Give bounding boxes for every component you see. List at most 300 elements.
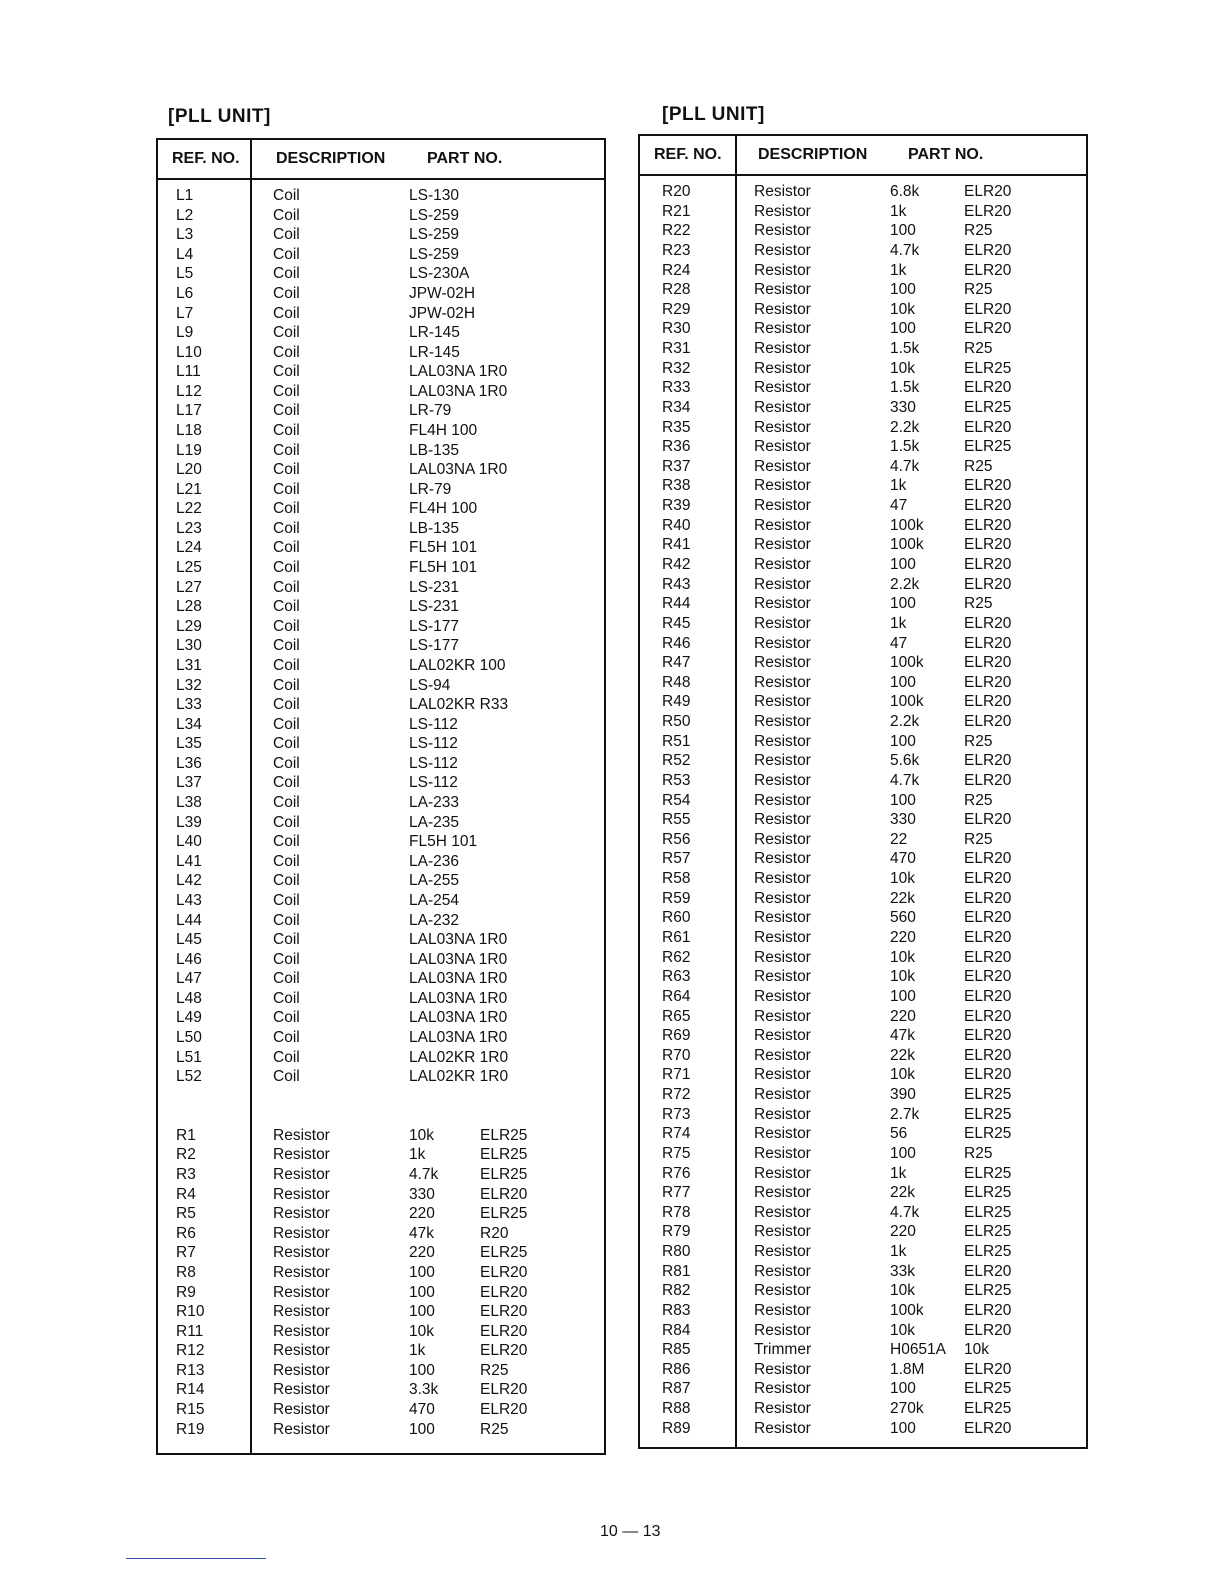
cell-description: Resistor xyxy=(754,1419,811,1437)
cell-part-code: ELR20 xyxy=(964,870,1012,887)
table-row xyxy=(640,1243,1086,1263)
cell-ref-no: R89 xyxy=(662,1419,691,1437)
cell-ref-no: L46 xyxy=(176,950,202,968)
table-row xyxy=(640,1086,1086,1106)
cell-description: Resistor xyxy=(754,752,811,770)
cell-part-no: 10k xyxy=(890,1066,915,1084)
cell-part-no: LAL03NA 1R0 xyxy=(409,970,508,988)
cell-ref-no: L6 xyxy=(176,284,194,302)
cell-description: Resistor xyxy=(754,398,811,416)
cell-part-no: 22k xyxy=(890,1184,915,1202)
table-row xyxy=(158,1146,604,1166)
cell-ref-no: R59 xyxy=(662,889,691,907)
cell-ref-no: L4 xyxy=(176,245,194,263)
cell-part-code: ELR20 xyxy=(964,379,1012,397)
table-row xyxy=(158,970,604,990)
cell-ref-no: R75 xyxy=(662,1144,691,1162)
table-row xyxy=(640,831,1086,851)
cell-part-code: R25 xyxy=(964,340,993,357)
cell-ref-no: L2 xyxy=(176,206,194,224)
cell-part-code: R25 xyxy=(964,830,993,848)
cell-description: Coil xyxy=(273,696,300,714)
cell-description: Coil xyxy=(273,715,300,733)
table-row xyxy=(640,733,1086,753)
cell-description: Coil xyxy=(273,598,300,616)
cell-description: Resistor xyxy=(754,634,811,652)
table-row xyxy=(158,990,604,1010)
cell-ref-no: R46 xyxy=(662,634,691,652)
cell-description: Resistor xyxy=(754,968,811,986)
table-row xyxy=(158,872,604,892)
cell-ref-no: R19 xyxy=(176,1420,205,1438)
cell-part-no: 100 xyxy=(890,320,916,338)
cell-description: Resistor xyxy=(273,1126,330,1144)
cell-ref-no: R31 xyxy=(662,340,691,357)
cell-part-no: 470 xyxy=(409,1401,435,1418)
table-row xyxy=(158,696,604,716)
cell-ref-no: R52 xyxy=(662,752,691,770)
table-row xyxy=(640,536,1086,556)
cell-ref-no: R34 xyxy=(662,398,691,416)
cell-part-no: 10k xyxy=(890,1282,915,1300)
cell-ref-no: L45 xyxy=(176,931,202,948)
cell-part-no: 220 xyxy=(409,1205,435,1223)
cell-ref-no: R47 xyxy=(662,654,691,672)
cell-part-code: ELR20 xyxy=(480,1283,528,1301)
cell-part-no: LAL02KR R33 xyxy=(409,696,509,714)
table-row xyxy=(640,183,1086,203)
cell-ref-no: R38 xyxy=(662,477,691,495)
cell-ref-no: L43 xyxy=(176,891,202,909)
cell-part-code: ELR20 xyxy=(964,300,1012,318)
cell-ref-no: L39 xyxy=(176,813,202,831)
cell-description: Resistor xyxy=(754,1282,811,1300)
cell-part-no: LAL03NA 1R0 xyxy=(409,950,508,968)
cell-description: Resistor xyxy=(754,1007,811,1025)
table-row xyxy=(158,1401,604,1421)
cell-part-no: 220 xyxy=(890,928,916,946)
cell-description: Resistor xyxy=(754,222,811,240)
table-row xyxy=(640,988,1086,1008)
cell-part-code: R25 xyxy=(964,791,993,809)
cell-part-no: 1.5k xyxy=(890,340,920,357)
cell-part-no: FL4H 100 xyxy=(409,500,478,518)
cell-description: Coil xyxy=(273,519,300,537)
cell-description: Resistor xyxy=(754,948,811,966)
cell-description: Resistor xyxy=(754,477,811,495)
cell-part-no: LA-236 xyxy=(409,852,459,870)
cell-ref-no: R30 xyxy=(662,320,691,338)
cell-description: Coil xyxy=(273,931,300,948)
cell-part-code: ELR20 xyxy=(964,673,1012,691)
table-row xyxy=(640,713,1086,733)
cell-part-no: 220 xyxy=(890,1007,916,1025)
cell-description: Resistor xyxy=(273,1361,330,1379)
cell-part-no: 10k xyxy=(890,870,915,887)
cell-ref-no: R29 xyxy=(662,300,691,318)
table-row xyxy=(158,1166,604,1186)
table-row xyxy=(640,360,1086,380)
table-row xyxy=(640,968,1086,988)
cell-description: Resistor xyxy=(754,300,811,318)
cell-description: Coil xyxy=(273,284,300,302)
cell-part-code: ELR25 xyxy=(480,1146,528,1164)
cell-description: Coil xyxy=(273,578,300,596)
cell-part-no: LB-135 xyxy=(409,441,459,459)
table-row xyxy=(640,654,1086,674)
table-header xyxy=(640,136,1086,176)
cell-part-no: 390 xyxy=(890,1086,916,1103)
cell-ref-no: R80 xyxy=(662,1243,691,1260)
table-row xyxy=(158,1342,604,1362)
cell-description: Coil xyxy=(273,872,300,890)
cell-description: Resistor xyxy=(754,1027,811,1045)
cell-ref-no: R20 xyxy=(662,183,691,200)
cell-part-code: ELR20 xyxy=(964,497,1012,515)
cell-description: Resistor xyxy=(273,1322,330,1340)
cell-description: Trimmer xyxy=(754,1341,812,1359)
left-parts-table xyxy=(156,138,606,1455)
cell-ref-no: R5 xyxy=(176,1205,196,1223)
cell-part-no: 22k xyxy=(890,1046,915,1064)
table-row xyxy=(640,1145,1086,1165)
cell-ref-no: L38 xyxy=(176,794,202,811)
cell-ref-no: R83 xyxy=(662,1301,691,1319)
table-row xyxy=(158,402,604,422)
cell-description: Coil xyxy=(273,461,300,479)
cell-part-code: ELR20 xyxy=(964,183,1012,200)
table-row xyxy=(640,635,1086,655)
cell-part-no: 1k xyxy=(890,477,907,495)
cell-ref-no: L3 xyxy=(176,226,194,244)
cell-description: Coil xyxy=(273,950,300,968)
cell-part-code: ELR20 xyxy=(964,1066,1012,1084)
cell-ref-no: R51 xyxy=(662,732,691,750)
cell-ref-no: L48 xyxy=(176,989,202,1007)
table-row xyxy=(158,1127,604,1147)
cell-ref-no: L30 xyxy=(176,637,202,655)
cell-ref-no: L22 xyxy=(176,500,202,518)
cell-part-no: 4.7k xyxy=(890,771,920,789)
table-row xyxy=(640,1322,1086,1342)
cell-ref-no: R6 xyxy=(176,1224,196,1242)
cell-ref-no: L10 xyxy=(176,343,202,361)
cell-part-no: LS-230A xyxy=(409,265,470,283)
cell-description: Resistor xyxy=(273,1244,330,1262)
cell-part-code: R25 xyxy=(964,1144,993,1162)
cell-ref-no: R33 xyxy=(662,379,691,397)
cell-part-no: H0651A xyxy=(890,1341,947,1359)
cell-description: Resistor xyxy=(754,241,811,259)
cell-ref-no: R63 xyxy=(662,968,691,986)
cell-part-no: 47k xyxy=(409,1224,434,1242)
cell-description: Resistor xyxy=(754,575,811,593)
cell-part-no: LAL03NA 1R0 xyxy=(409,989,508,1007)
cell-ref-no: R13 xyxy=(176,1361,205,1379)
cell-ref-no: R61 xyxy=(662,928,691,946)
table-row xyxy=(158,442,604,462)
cell-description: Resistor xyxy=(754,889,811,907)
cell-part-no: LAL03NA 1R0 xyxy=(409,363,508,381)
cell-part-code: ELR20 xyxy=(964,752,1012,770)
cell-part-code: R25 xyxy=(964,595,993,613)
cell-ref-no: L42 xyxy=(176,872,202,890)
cell-part-no: 4.7k xyxy=(890,457,920,475)
cell-description: Coil xyxy=(273,891,300,909)
cell-description: Resistor xyxy=(754,1321,811,1339)
table-row xyxy=(640,1047,1086,1067)
cell-description: Resistor xyxy=(754,183,811,200)
cell-part-no: 100 xyxy=(409,1303,435,1321)
cell-description: Resistor xyxy=(754,1400,811,1418)
table-row xyxy=(640,792,1086,812)
cell-ref-no: L5 xyxy=(176,265,194,283)
cell-part-no: 2.2k xyxy=(890,575,920,593)
table-row xyxy=(158,226,604,246)
cell-ref-no: R79 xyxy=(662,1223,691,1241)
table-row xyxy=(158,481,604,501)
cell-part-code: ELR20 xyxy=(964,614,1012,632)
table-row xyxy=(158,637,604,657)
cell-part-no: 1.5k xyxy=(890,379,920,397)
cell-description: Resistor xyxy=(754,379,811,397)
cell-part-no: 10k xyxy=(409,1126,434,1144)
cell-ref-no: R53 xyxy=(662,771,691,789)
table-row xyxy=(640,379,1086,399)
cell-description: Coil xyxy=(273,794,300,811)
cell-part-no: 100 xyxy=(890,732,916,750)
header-ref-no: REF. NO. xyxy=(654,146,722,163)
cell-part-code: ELR25 xyxy=(964,1086,1012,1103)
cell-part-no: 1k xyxy=(890,614,907,632)
cell-ref-no: R12 xyxy=(176,1342,205,1360)
cell-part-no: LS-130 xyxy=(409,187,459,204)
cell-part-no: LS-112 xyxy=(409,754,458,772)
cell-description: Resistor xyxy=(754,1243,811,1260)
cell-part-no: 10k xyxy=(890,948,915,966)
cell-part-no: 3.3k xyxy=(409,1381,439,1399)
cell-part-code: ELR20 xyxy=(964,928,1012,946)
cell-ref-no: L41 xyxy=(176,852,202,870)
cell-ref-no: R88 xyxy=(662,1400,691,1418)
table-row xyxy=(640,1027,1086,1047)
table-row xyxy=(640,1066,1086,1086)
cell-ref-no: L7 xyxy=(176,304,194,322)
cell-description: Resistor xyxy=(273,1342,330,1360)
cell-part-no: LR-145 xyxy=(409,343,460,361)
cell-ref-no: L34 xyxy=(176,715,202,733)
cell-ref-no: R45 xyxy=(662,614,691,632)
cell-part-code: ELR20 xyxy=(964,556,1012,573)
table-row xyxy=(158,716,604,736)
cell-description: Resistor xyxy=(754,1046,811,1064)
cell-part-no: LA-233 xyxy=(409,794,459,811)
table-row xyxy=(158,1068,604,1088)
cell-part-no: 220 xyxy=(409,1244,435,1262)
table-row xyxy=(640,890,1086,910)
cell-ref-no: L18 xyxy=(176,422,202,439)
cell-part-no: 1k xyxy=(409,1342,426,1360)
table-row xyxy=(640,1204,1086,1224)
cell-description: Resistor xyxy=(754,418,811,436)
footnote-rule xyxy=(126,1558,266,1559)
table-row xyxy=(158,1264,604,1284)
table-row xyxy=(158,774,604,794)
cell-part-no: 100 xyxy=(890,595,916,613)
cell-part-no: LS-177 xyxy=(409,617,459,635)
cell-ref-no: R62 xyxy=(662,948,691,966)
cell-part-no: 100 xyxy=(890,791,916,809)
cell-description: Coil xyxy=(273,539,300,557)
cell-part-code: ELR25 xyxy=(964,398,1012,416)
cell-description: Resistor xyxy=(754,909,811,927)
cell-part-no: 100k xyxy=(890,693,924,711)
cell-part-no: LS-94 xyxy=(409,676,451,694)
cell-part-no: 10k xyxy=(409,1322,434,1340)
cell-part-code: ELR20 xyxy=(964,909,1012,927)
cell-ref-no: L37 xyxy=(176,774,202,792)
cell-part-code: R25 xyxy=(964,281,993,299)
cell-part-no: LAL03NA 1R0 xyxy=(409,1009,508,1027)
table-row xyxy=(640,1263,1086,1283)
cell-part-no: 10k xyxy=(890,359,915,377)
cell-part-code: R25 xyxy=(964,222,993,240)
table-row xyxy=(158,1186,604,1206)
cell-part-code: ELR25 xyxy=(964,1184,1012,1202)
table-header xyxy=(158,140,604,180)
table-row xyxy=(640,1008,1086,1028)
cell-description: Coil xyxy=(273,754,300,772)
cell-part-no: 2.7k xyxy=(890,1105,920,1123)
cell-part-no: 10k xyxy=(890,1321,915,1339)
cell-part-no: 330 xyxy=(890,398,916,416)
table-row xyxy=(158,755,604,775)
cell-part-code: ELR20 xyxy=(964,948,1012,966)
cell-part-no: 22k xyxy=(890,889,915,907)
cell-description: Resistor xyxy=(273,1146,330,1164)
cell-description: Coil xyxy=(273,422,300,439)
cell-part-code: ELR20 xyxy=(964,713,1012,730)
cell-part-code: ELR20 xyxy=(480,1401,528,1418)
cell-description: Coil xyxy=(273,1048,300,1066)
cell-description: Coil xyxy=(273,245,300,263)
cell-description: Coil xyxy=(273,559,300,576)
cell-description: Coil xyxy=(273,382,300,400)
table-row xyxy=(158,794,604,814)
cell-description: Resistor xyxy=(754,1125,811,1143)
table-row xyxy=(158,892,604,912)
cell-part-code: ELR20 xyxy=(964,1046,1012,1064)
cell-part-code: R25 xyxy=(480,1361,509,1379)
cell-part-no: 47 xyxy=(890,497,908,515)
table-row xyxy=(158,618,604,638)
cell-part-code: ELR25 xyxy=(964,438,1012,456)
cell-ref-no: R43 xyxy=(662,575,691,593)
cell-part-no: 4.7k xyxy=(890,241,920,259)
table-row xyxy=(158,265,604,285)
cell-description: Resistor xyxy=(273,1205,330,1223)
cell-description: Coil xyxy=(273,187,300,204)
cell-ref-no: L31 xyxy=(176,656,202,674)
table-row xyxy=(158,1049,604,1069)
cell-part-no: LR-79 xyxy=(409,402,452,420)
cell-ref-no: R84 xyxy=(662,1321,691,1339)
table-row xyxy=(158,461,604,481)
cell-description: Coil xyxy=(273,1009,300,1027)
cell-description: Resistor xyxy=(273,1420,330,1438)
cell-part-code: ELR20 xyxy=(964,202,1012,220)
cell-description: Resistor xyxy=(754,870,811,887)
cell-part-no: LS-177 xyxy=(409,637,459,655)
table-row xyxy=(158,187,604,207)
cell-ref-no: L27 xyxy=(176,578,202,596)
cell-ref-no: R78 xyxy=(662,1203,691,1221)
cell-part-no: FL5H 101 xyxy=(409,833,478,851)
cell-description: Resistor xyxy=(754,497,811,515)
table-row xyxy=(640,242,1086,262)
cell-description: Coil xyxy=(273,617,300,635)
cell-ref-no: R40 xyxy=(662,516,691,534)
cell-ref-no: R73 xyxy=(662,1105,691,1123)
table-row xyxy=(158,735,604,755)
table-row xyxy=(640,281,1086,301)
table-row xyxy=(158,598,604,618)
cell-ref-no: R35 xyxy=(662,418,691,436)
page-number: 10 — 13 xyxy=(600,1523,661,1540)
table-row xyxy=(158,833,604,853)
cell-part-no: 100 xyxy=(890,1144,916,1162)
cell-part-code: ELR20 xyxy=(964,1321,1012,1339)
cell-ref-no: R37 xyxy=(662,457,691,475)
cell-ref-no: L21 xyxy=(176,480,202,498)
cell-ref-no: R76 xyxy=(662,1164,691,1182)
table-row xyxy=(640,1184,1086,1204)
cell-part-code: ELR20 xyxy=(964,1301,1012,1319)
table-row xyxy=(640,1361,1086,1381)
table-row xyxy=(158,246,604,266)
cell-part-code: ELR20 xyxy=(480,1322,528,1340)
cell-description: Resistor xyxy=(273,1303,330,1321)
cell-ref-no: L17 xyxy=(176,402,202,420)
cell-description: Resistor xyxy=(754,1105,811,1123)
cell-part-code: ELR20 xyxy=(964,811,1012,829)
cell-part-no: LR-79 xyxy=(409,480,452,498)
cell-part-code: ELR25 xyxy=(964,1243,1012,1260)
cell-part-code: R20 xyxy=(480,1224,509,1242)
table-row xyxy=(640,458,1086,478)
table-row xyxy=(158,344,604,364)
cell-description: Resistor xyxy=(273,1283,330,1301)
table-row xyxy=(640,850,1086,870)
table-row xyxy=(640,595,1086,615)
cell-description: Coil xyxy=(273,656,300,674)
table-row xyxy=(640,909,1086,929)
table-row xyxy=(640,929,1086,949)
table-row xyxy=(640,419,1086,439)
cell-ref-no: L36 xyxy=(176,754,202,772)
cell-description: Coil xyxy=(273,989,300,1007)
table-row xyxy=(640,301,1086,321)
cell-part-code: ELR25 xyxy=(964,1223,1012,1241)
cell-part-no: 47 xyxy=(890,634,908,652)
cell-description: Resistor xyxy=(754,1144,811,1162)
table-row xyxy=(640,1380,1086,1400)
cell-description: Resistor xyxy=(754,438,811,456)
cell-part-no: 2.2k xyxy=(890,418,920,436)
cell-ref-no: R74 xyxy=(662,1125,691,1143)
cell-part-no: 100 xyxy=(890,1419,916,1437)
cell-description: Resistor xyxy=(754,340,811,357)
